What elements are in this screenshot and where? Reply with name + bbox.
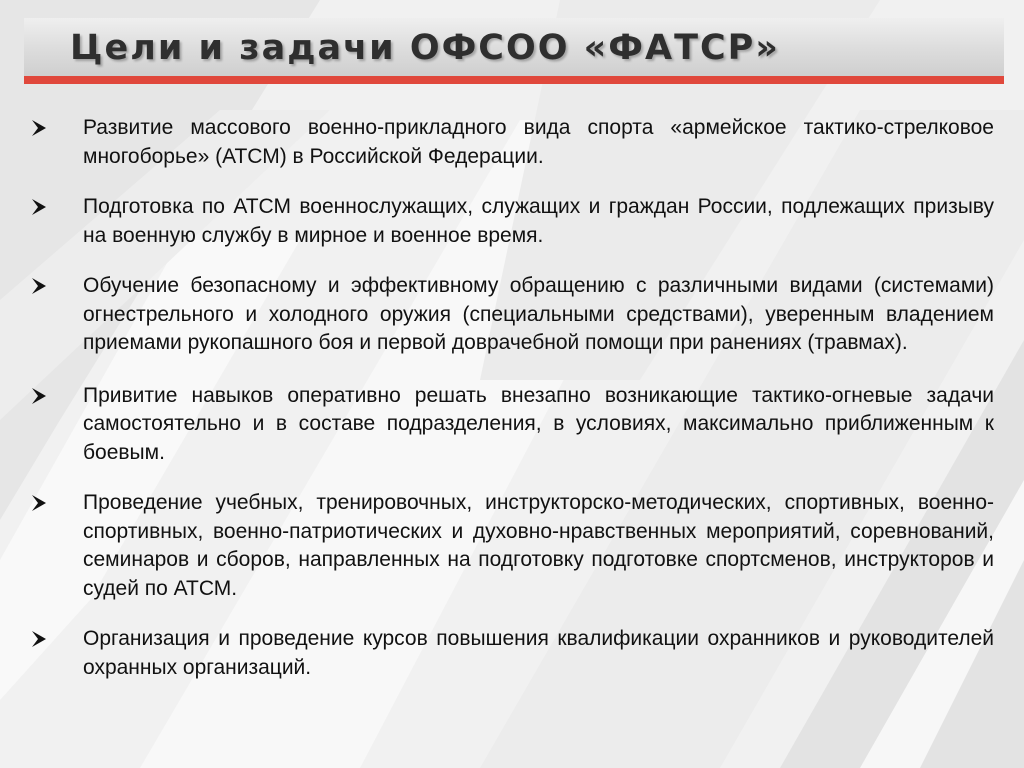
list-item-text: Привитие навыков оперативно решать внезапно возникающие тактико-огневые задачи самостоятельно и в составе подразделения, в условиях, максимально приближенным к боевым. bbox=[83, 383, 994, 464]
arrow-bullet-icon bbox=[32, 120, 46, 136]
list-item bbox=[32, 382, 994, 468]
arrow-bullet-icon bbox=[32, 199, 46, 215]
list-item bbox=[32, 625, 994, 682]
list-item bbox=[32, 114, 994, 171]
arrow-bullet-icon bbox=[32, 388, 46, 404]
title-underline bbox=[24, 76, 1004, 84]
list-item bbox=[32, 272, 994, 358]
arrow-bullet-icon bbox=[32, 495, 46, 511]
list-item-text: Развитие массового военно-прикладного вида спорта «армейское тактико-стрелковое многоборье» (АТСМ) в Российской Федерации. bbox=[83, 116, 994, 168]
list-item bbox=[32, 193, 994, 250]
list-item bbox=[32, 489, 994, 603]
arrow-bullet-icon bbox=[32, 631, 46, 647]
list-item-text: Проведение учебных, тренировочных, инструкторско-методических, спортивных, военно-спортивных, военно-патриотических и духовно-нравственных мероприятий, соревнований, семинаров и сборов, направленных на подготовку подготовке спортсменов, инструкторов и судей по АТСМ. bbox=[83, 491, 994, 600]
list-item-text: Организация и проведение курсов повышения квалификации охранников и руководителей охранных организаций. bbox=[83, 627, 994, 679]
arrow-bullet-icon bbox=[32, 278, 46, 294]
goals-list bbox=[32, 114, 994, 704]
list-item-text: Обучение безопасному и эффективному обращению с различными видами (системами) огнестрельного и холодного оружия (специальными средствами), уверенным владением приемами рукопашного боя и первой доврачебной помощи при ранениях (травмах). bbox=[83, 274, 994, 354]
list-item-text: Подготовка по АТСМ военнослужащих, служащих и граждан России, подлежащих призыву на военную службу в мирное и военное время. bbox=[83, 195, 994, 247]
page-title: Цели и задачи ОФСОО «ФАТСР» bbox=[70, 28, 780, 68]
